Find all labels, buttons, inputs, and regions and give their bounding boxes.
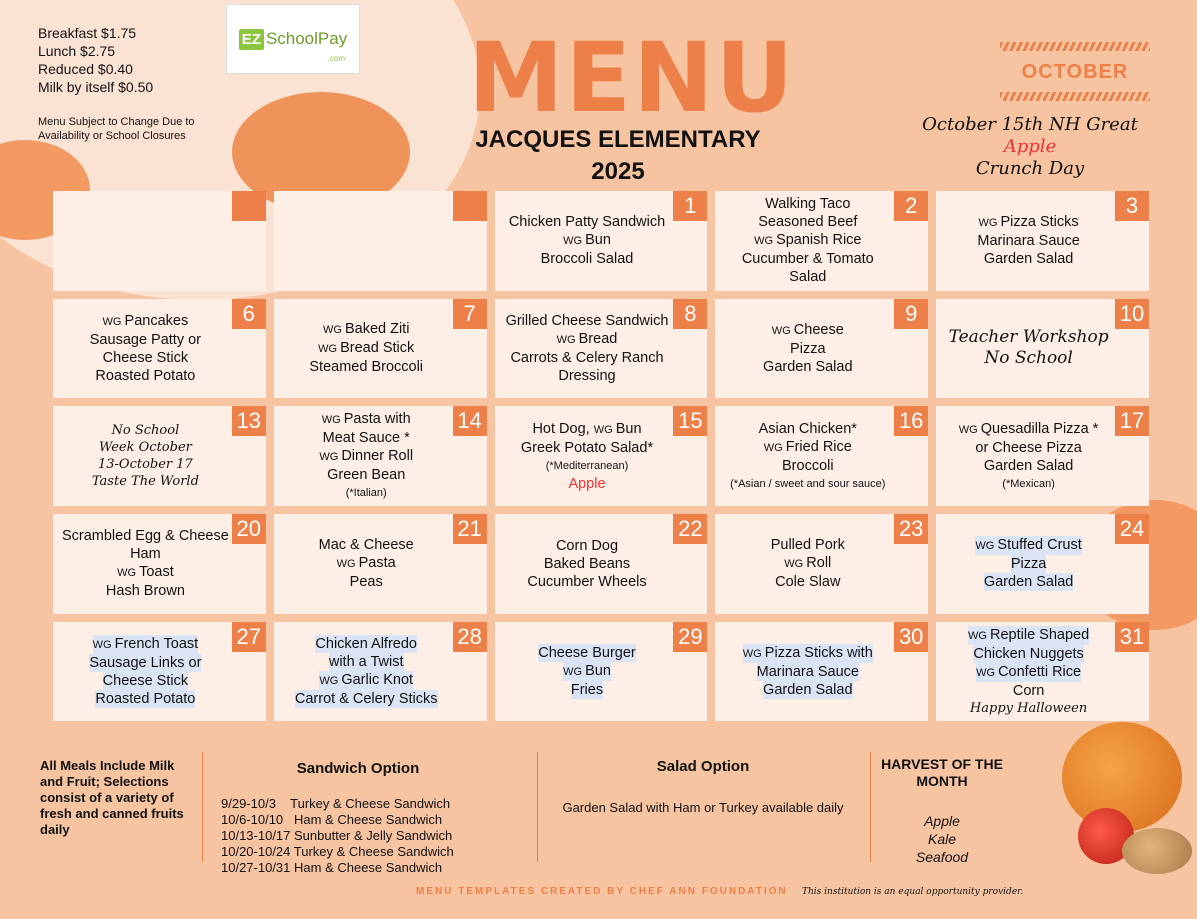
day-cell (936, 191, 1149, 291)
menu-item: (*Mediterranean) (545, 459, 629, 472)
day-number: 6 (232, 299, 266, 329)
day-cell (936, 622, 1149, 722)
menu-item: Garden Salad (983, 251, 1074, 268)
menu-item: Ham (130, 546, 161, 563)
menu-item: Garden Salad (983, 457, 1074, 474)
menu-item: Marinara Sauce (977, 233, 1080, 250)
menu-title: MENU (468, 22, 796, 134)
day-cell (495, 299, 708, 399)
day-number: 23 (894, 514, 928, 544)
menu-item: Baked Beans (543, 555, 631, 572)
menu-item: Chicken Patty Sandwich (508, 214, 666, 231)
day-number: 29 (673, 622, 707, 652)
menu-item: Cucumber Wheels (527, 573, 647, 590)
menu-item: Pulled Pork (770, 537, 845, 554)
menu-item: (*Italian) (345, 487, 387, 499)
ezschoolpay-logo[interactable] (226, 4, 360, 74)
menu-item: or Cheese Pizza (975, 439, 1082, 456)
menu-item: WG Toast (117, 564, 174, 581)
equal-opportunity-note: This institution is an equal opportunity provider. (802, 887, 1024, 897)
day-cell (274, 406, 487, 506)
menu-item: WG Garlic Knot (319, 671, 414, 688)
day-number: 14 (453, 406, 487, 436)
day-number: 27 (232, 622, 266, 652)
day-number: 3 (1115, 191, 1149, 221)
day-number (453, 191, 487, 221)
menu-item: WG Bun (563, 232, 611, 249)
menu-item: WG Bun (563, 662, 611, 679)
menu-item: Hot Dog, WG Bun (532, 420, 642, 437)
sandwich-option-title: Sandwich Option (296, 760, 420, 777)
day-number: 16 (894, 406, 928, 436)
logo-sub: .com (327, 54, 345, 63)
menu-item: Steamed Broccoli (309, 359, 424, 376)
menu-item: WG Roll (784, 555, 832, 572)
menu-item: WG Pasta with (321, 411, 411, 427)
menu-item: Dressing (558, 367, 616, 384)
menu-item: Garden Salad (983, 574, 1074, 591)
day-cell (274, 299, 487, 399)
menu-notice: Menu Subject to Change Due to Availability or School Closures (38, 116, 195, 142)
day-cell (936, 514, 1149, 614)
menu-item: No School (984, 348, 1073, 369)
menu-item: WG Confetti Rice (976, 663, 1082, 680)
menu-item: Cucumber & Tomato Salad (741, 251, 874, 286)
menu-item: WG Dinner Roll (319, 448, 414, 464)
menu-item: Apple (568, 475, 606, 492)
menu-item: Sausage Links or (89, 654, 202, 671)
menu-item: Sausage Patty or (89, 331, 202, 348)
salad-option-text: Garden Salad with Ham or Turkey available daily (562, 800, 844, 815)
menu-item: Carrots & Celery Ranch (510, 349, 664, 366)
day-cell (53, 514, 266, 614)
crunch-post: Crunch Day (975, 158, 1085, 179)
apple-crunch-day (910, 114, 1150, 180)
day-cell (715, 514, 928, 614)
menu-item: Green Bean (327, 467, 406, 483)
menu-item: Mac & Cheese (318, 537, 414, 554)
salad-option-title: Salad Option (656, 758, 750, 775)
day-number: 8 (673, 299, 707, 329)
harvest-item: Seafood (915, 849, 969, 865)
day-cell (53, 299, 266, 399)
price-reduced: Reduced $0.40 (38, 61, 133, 77)
template-credit: MENU TEMPLATES CREATED BY CHEF ANN FOUNDATION (416, 886, 788, 897)
day-number: 24 (1115, 514, 1149, 544)
day-cell (53, 191, 266, 291)
harvest-item: Apple (924, 813, 960, 829)
school-year: 2025 (591, 158, 645, 185)
menu-item: Teacher Workshop (948, 327, 1109, 348)
menu-item: Garden Salad (763, 681, 853, 698)
footer-divider (537, 752, 538, 862)
day-cell (274, 191, 487, 291)
menu-item: WG Bread (556, 330, 618, 347)
menu-calendar-grid (53, 191, 1149, 721)
menu-item: Carrot & Celery Sticks (294, 690, 438, 707)
day-cell (715, 622, 928, 722)
menu-item: Cheese Stick (102, 349, 189, 366)
menu-item: Broccoli (782, 457, 834, 474)
day-number: 30 (894, 622, 928, 652)
sandwich-week: 10/27-10/31 Ham & Cheese Sandwich (221, 860, 443, 875)
menu-item: Chicken Alfredo (315, 635, 417, 652)
harvest-title: HARVEST OF THE MONTH (881, 756, 1003, 789)
menu-item: Happy Halloween (969, 700, 1088, 716)
menu-item: Greek Potato Salad* (520, 439, 654, 456)
footer-divider (870, 752, 871, 862)
menu-item: WG Spanish Rice (754, 232, 862, 249)
menu-item: Cole Slaw (775, 574, 841, 591)
menu-item: Meat Sauce * (322, 430, 410, 446)
day-number (232, 191, 266, 221)
menu-item: Pizza (790, 340, 826, 357)
menu-item: WG Reptile Shaped (968, 626, 1090, 643)
menu-item: WG Stuffed Crust (975, 537, 1082, 554)
menu-item: Seasoned Beef (758, 214, 858, 231)
menu-item: Hash Brown (105, 583, 185, 600)
logo-ez: EZ (239, 29, 264, 50)
school-name (440, 124, 796, 188)
menu-item: WG Pizza Sticks (978, 214, 1079, 231)
day-cell (495, 622, 708, 722)
day-number: 17 (1115, 406, 1149, 436)
menu-item: Week October (98, 440, 192, 455)
menu-item: WG Cheese (771, 321, 844, 338)
menu-item: (*Mexican) (1002, 477, 1055, 490)
sandwich-option-list (221, 796, 454, 876)
menu-item: Roasted Potato (95, 690, 196, 707)
day-cell (495, 514, 708, 614)
school-title: JACQUES ELEMENTARY (475, 126, 761, 153)
menu-item: WG French Toast (92, 635, 199, 652)
menu-item: Broccoli Salad (540, 251, 634, 268)
day-number: 31 (1115, 622, 1149, 652)
menu-item: Pizza (1010, 556, 1047, 573)
day-cell (495, 191, 708, 291)
day-number: 28 (453, 622, 487, 652)
menu-item: Scrambled Egg & Cheese (61, 528, 229, 545)
sandwich-week: 10/6-10/10 Ham & Cheese Sandwich (221, 812, 443, 827)
sandwich-week: 9/29-10/3 Turkey & Cheese Sandwich (221, 796, 451, 811)
menu-item: Roasted Potato (95, 367, 196, 384)
day-number: 10 (1115, 299, 1149, 329)
menu-item: Corn (1012, 682, 1045, 699)
day-number: 13 (232, 406, 266, 436)
menu-item: WG Quesadilla Pizza * (958, 420, 1099, 437)
menu-item: Cheese Stick (102, 672, 189, 689)
menu-item: Cheese Burger (538, 644, 636, 661)
month-banner (1000, 42, 1150, 101)
price-lunch: Lunch $2.75 (38, 43, 116, 59)
menu-item: Peas (349, 574, 383, 591)
harvest-item: Kale (927, 831, 957, 847)
menu-item: WG Pancakes (102, 312, 189, 329)
menu-item: Taste The World (91, 474, 199, 489)
sandwich-week: 10/20-10/24 Turkey & Cheese Sandwich (221, 844, 454, 859)
menu-item: Asian Chicken* (758, 420, 857, 437)
day-cell (53, 622, 266, 722)
menu-item: Marinara Sauce (756, 663, 859, 680)
month-label: OCTOBER (1021, 61, 1129, 83)
day-number: 22 (673, 514, 707, 544)
menu-item: WG Bread Stick (318, 340, 415, 357)
harvest-list (880, 812, 1004, 866)
price-breakfast: Breakfast $1.75 (38, 25, 137, 41)
menu-item: Fries (570, 681, 604, 698)
menu-item: WG Pasta (336, 555, 396, 572)
all-meals-note: All Meals Include Milk and Fruit; Selections consist of a variety of fresh and canned fruits daily (40, 758, 184, 837)
menu-item: with a Twist (328, 653, 404, 670)
day-cell (274, 514, 487, 614)
sandwich-week: 10/13-10/17 Sunbutter & Jelly Sandwich (221, 828, 453, 843)
day-cell (936, 406, 1149, 506)
day-number: 20 (232, 514, 266, 544)
day-number: 9 (894, 299, 928, 329)
menu-item: WG Pizza Sticks with (742, 644, 873, 661)
footer-divider (202, 752, 203, 862)
day-cell (715, 299, 928, 399)
price-list (38, 24, 153, 96)
price-milk: Milk by itself $0.50 (38, 79, 154, 95)
menu-item: (*Asian / sweet and sour sauce) (730, 477, 886, 490)
menu-item: Chicken Nuggets (973, 645, 1084, 662)
menu-item: Corn Dog (555, 537, 619, 554)
menu-item: No School (111, 423, 180, 438)
logo-text: SchoolPay (265, 29, 348, 48)
day-cell (715, 406, 928, 506)
day-cell (936, 299, 1149, 399)
menu-item: Grilled Cheese Sandwich (505, 312, 669, 329)
day-number: 2 (894, 191, 928, 221)
menu-item: WG Fried Rice (763, 438, 852, 455)
hatch-divider (1000, 92, 1150, 101)
crunch-pre: October 15th NH Great (922, 114, 1138, 135)
hatch-divider (1000, 42, 1150, 51)
day-number: 1 (673, 191, 707, 221)
potato-illustration (1122, 828, 1192, 874)
day-number: 7 (453, 299, 487, 329)
menu-item: WG Baked Ziti (322, 321, 410, 338)
day-cell (495, 406, 708, 506)
day-number: 21 (453, 514, 487, 544)
day-cell (274, 622, 487, 722)
menu-item: Walking Taco (765, 196, 851, 213)
menu-item: Garden Salad (763, 358, 853, 375)
day-cell (53, 406, 266, 506)
day-cell (715, 191, 928, 291)
day-number: 15 (673, 406, 707, 436)
crunch-apple: Apple (1003, 136, 1057, 157)
menu-item: 13-October 17 (97, 457, 193, 472)
